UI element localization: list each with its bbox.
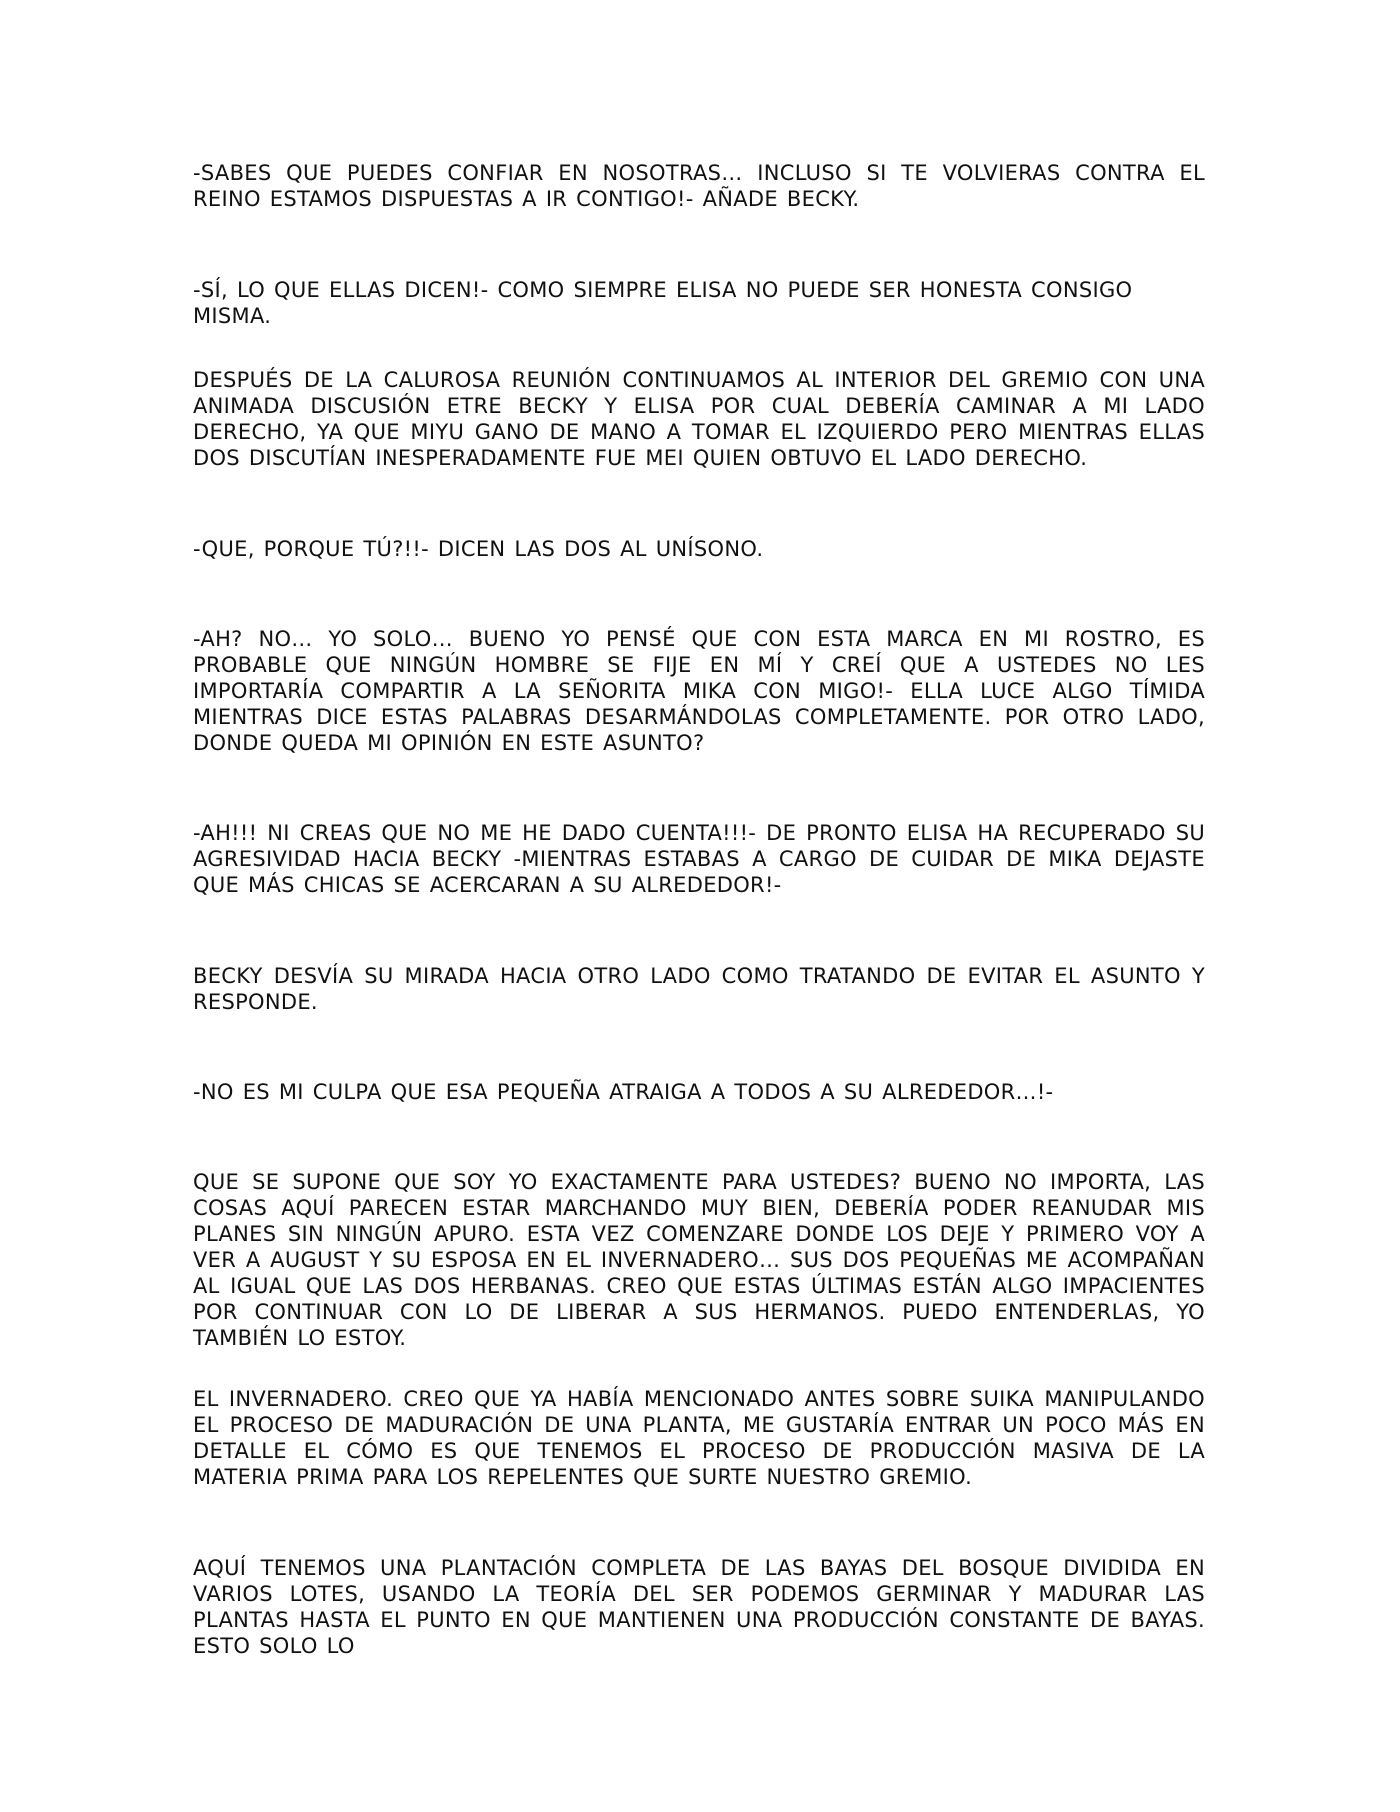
paragraph-9: QUE SE SUPONE QUE SOY YO EXACTAMENTE PARA USTEDES? BUENO NO IMPORTA, LAS COSAS AQUÍ PARECEN ESTAR MARCHANDO MUY BIEN, DEBERÍA PODER REANUDAR MIS PLANES SIN NINGÚN APURO. ESTA VEZ COMENZARE DONDE LOS DEJE Y PRIMERO VOY A VER A AUGUST Y SU ESPOSA EN EL INVERNADERO… SUS DOS PEQUEÑAS ME ACOMPAÑAN AL IGUAL QUE LAS DOS HERBANAS. CREO QUE ESTAS ÚLTIMAS ESTÁN ALGO IMPACIENTES POR CONTINUAR CON LO DE LIBERAR A SUS HERMANOS. PUEDO ENTENDERLAS, YO TAMBIÉN LO ESTOY.	[193, 1170, 1205, 1350]
paragraph-6: -AH!!! NI CREAS QUE NO ME HE DADO CUENTA!!!- DE PRONTO ELISA HA RECUPERADO SU AGRESIVIDAD HACIA BECKY -MIENTRAS ESTABAS A CARGO DE CUIDAR DE MIKA DEJASTE QUE MÁS CHICAS SE ACERCARAN A SU ALREDEDOR!-	[193, 821, 1205, 897]
paragraph-10: EL INVERNADERO. CREO QUE YA HABÍA MENCIONADO ANTES SOBRE SUIKA MANIPULANDO EL PROCESO DE MADURACIÓN DE UNA PLANTA, ME GUSTARÍA ENTRAR UN POCO MÁS EN DETALLE EL CÓMO ES QUE TENEMOS EL PROCESO DE PRODUCCIÓN MASIVA DE LA MATERIA PRIMA PARA LOS REPELENTES QUE SURTE NUESTRO GREMIO.	[193, 1387, 1205, 1489]
paragraph-1: -SABES QUE PUEDES CONFIAR EN NOSOTRAS… INCLUSO SI TE VOLVIERAS CONTRA EL REINO ESTAMOS DISPUESTAS A IR CONTIGO!- AÑADE BECKY.	[193, 161, 1205, 211]
paragraph-11: AQUÍ TENEMOS UNA PLANTACIÓN COMPLETA DE LAS BAYAS DEL BOSQUE DIVIDIDA EN VARIOS LOTES, USANDO LA TEORÍA DEL SER PODEMOS GERMINAR Y MADURAR LAS PLANTAS HASTA EL PUNTO EN QUE MANTIENEN UNA PRODUCCIÓN CONSTANTE DE BAYAS. ESTO SOLO LO	[193, 1556, 1205, 1658]
paragraph-2: -SÍ, LO QUE ELLAS DICEN!- COMO SIEMPRE ELISA NO PUEDE SER HONESTA CONSIGO MISMA.	[193, 278, 1133, 328]
paragraph-4: -QUE, PORQUE TÚ?!!- DICEN LAS DOS AL UNÍSONO.	[193, 537, 764, 561]
paragraph-3: DESPUÉS DE LA CALUROSA REUNIÓN CONTINUAMOS AL INTERIOR DEL GREMIO CON UNA ANIMADA DISCUSIÓN ETRE BECKY Y ELISA POR CUAL DEBERÍA CAMINAR A MI LADO DERECHO, YA QUE MIYU GANO DE MANO A TOMAR EL IZQUIERDO PERO MIENTRAS ELLAS DOS DISCUTÍAN INESPERADAMENTE FUE MEI QUIEN OBTUVO EL LADO DERECHO.	[193, 368, 1205, 470]
paragraph-7: BECKY DESVÍA SU MIRADA HACIA OTRO LADO COMO TRATANDO DE EVITAR EL ASUNTO Y RESPONDE.	[193, 964, 1205, 1014]
paragraph-5: -AH? NO… YO SOLO… BUENO YO PENSÉ QUE CON ESTA MARCA EN MI ROSTRO, ES PROBABLE QUE NINGÚN HOMBRE SE FIJE EN MÍ Y CREÍ QUE A USTEDES NO LES IMPORTARÍA COMPARTIR A LA SEÑORITA MIKA CON MIGO!- ELLA LUCE ALGO TÍMIDA MIENTRAS DICE ESTAS PALABRAS DESARMÁNDOLAS COMPLETAMENTE. POR OTRO LADO, DONDE QUEDA MI OPINIÓN EN ESTE ASUNTO?	[193, 627, 1205, 755]
paragraph-8: -NO ES MI CULPA QUE ESA PEQUEÑA ATRAIGA A TODOS A SU ALREDEDOR…!-	[193, 1080, 1054, 1104]
